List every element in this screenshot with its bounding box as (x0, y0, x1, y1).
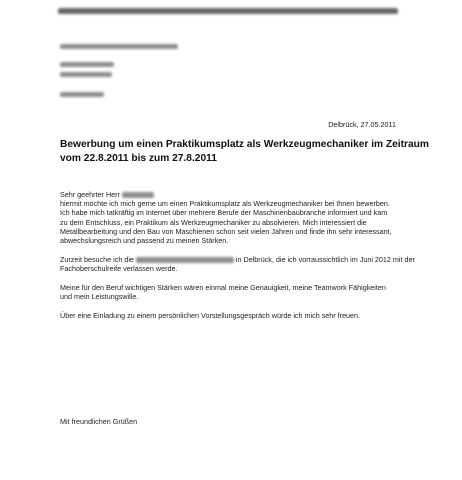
redacted-address-line-2 (60, 62, 114, 67)
redacted-address-line-3 (60, 72, 112, 77)
subject-line-2: vom 22.8.2011 bis zum 27.8.2011 (60, 153, 217, 164)
redacted-sender-line (58, 8, 398, 14)
paragraph-line: Meine für den Beruf wichtigen Stärken wären einmal meine Genauigkeit, meine Teamwork Fähigkeiten (60, 283, 386, 292)
redacted-school-name (136, 257, 234, 263)
paragraph-line: zu dem Entschluss, ein Praktikum als Werkzeugmechaniker zu absolvieren. Mich interessiert die (60, 217, 367, 227)
redacted-address-line-4 (60, 92, 104, 97)
letter-date: Delbrück, 27.05.2011 (328, 120, 396, 129)
closing-greeting: Mit freundlichen Grüßen (60, 417, 138, 426)
paragraph-line: Über eine Einladung zu einem persönlichen Vorstellungsgespräch würde ich mich sehr freuen. (60, 311, 361, 320)
redacted-address-line-1 (60, 44, 178, 49)
paragraph-invitation (60, 311, 405, 320)
paragraph-strengths (60, 283, 405, 301)
paragraph-line: und mein Leistungswille. (60, 292, 139, 302)
paragraph-intro (60, 190, 405, 245)
paragraph-line: Ich habe mich tatkräftig im Internet über mehrere Berufe der Maschinenbaubranche informiert und kam (60, 208, 388, 218)
paragraph-line: Metallbearbeitung und den Bau von Maschienen schon seit vielen Jahren und finde ihn sehr interessant, (60, 226, 392, 236)
paragraph-school (60, 255, 415, 274)
paragraph-line: Fachoberschulreife verlassen werde. (60, 264, 178, 274)
paragraph-line: abwechslungsreich und passend zu meinen Stärken. (60, 236, 229, 246)
paragraph-line: hiermit möchte ich mich gerne um einen Praktikumsplatz als Werkzeugmechaniker bei Ihnen bewerben. (60, 199, 390, 209)
redacted-recipient-name (122, 192, 154, 198)
paragraph-line: Zurzeit besuche ich die in Delbrück, die ich vorraussichtlich im Juni 2012 mit der (60, 255, 415, 264)
salutation: Sehr geehrter Herr (60, 190, 405, 199)
subject-line-1: Bewerbung um einen Praktikumsplatz als Werkzeugmechaniker im Zeitraum (60, 139, 429, 150)
letter-subject (60, 138, 429, 166)
